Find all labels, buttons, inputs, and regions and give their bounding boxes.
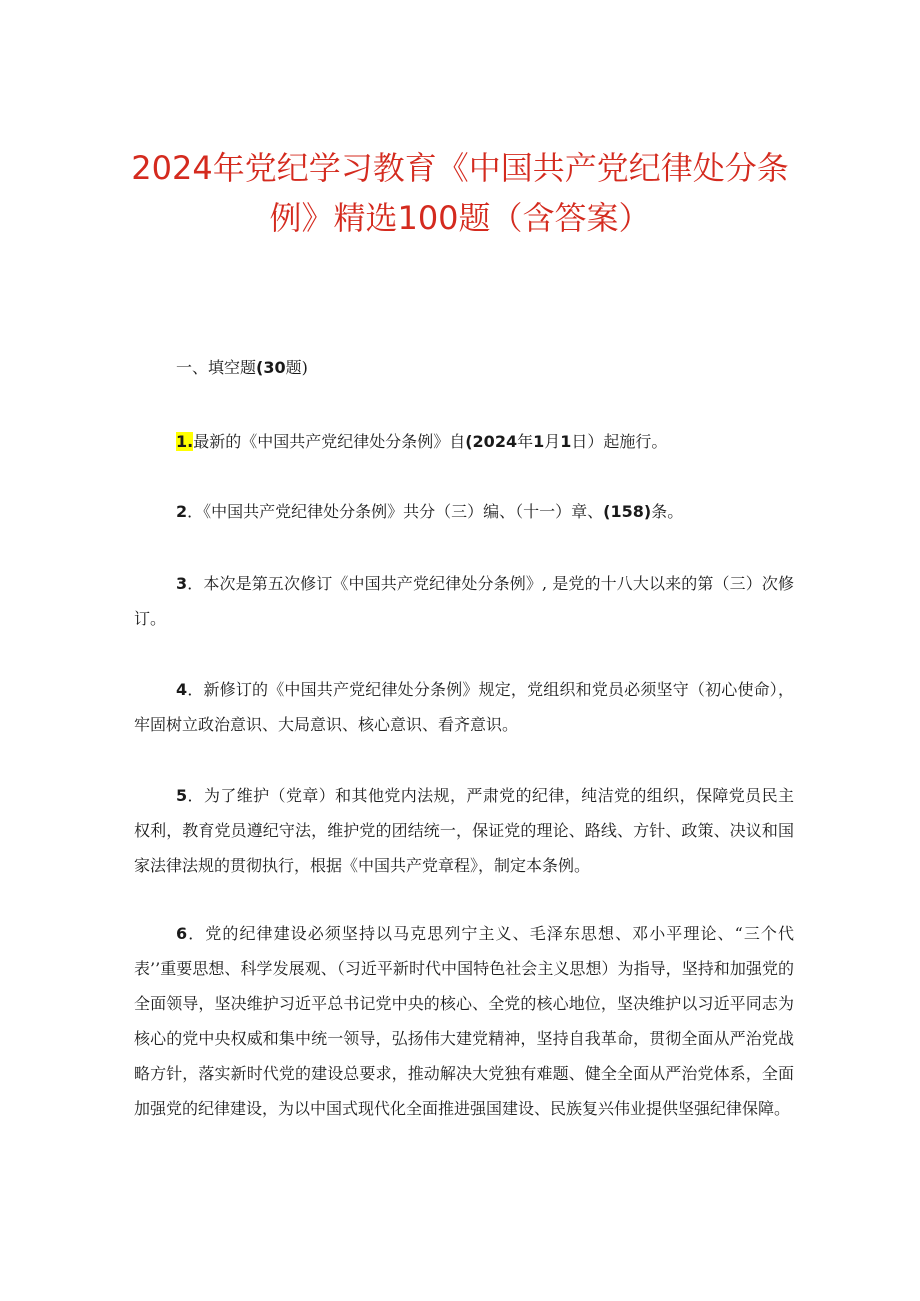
question-5	[134, 778, 794, 883]
question-text: 月	[544, 432, 561, 451]
answer-month: 1	[533, 432, 545, 451]
document-title-line-2: 例》精选100题（含答案）	[269, 199, 651, 237]
question-number: 4	[176, 680, 188, 699]
section-heading	[176, 356, 308, 380]
document-title-line-1: 2024年党纪学习教育《中国共产党纪律处分条	[131, 149, 789, 187]
question-text: 年	[517, 432, 534, 451]
question-6	[134, 916, 794, 1126]
question-number: 5	[176, 786, 188, 805]
question-text: ．《中国共产党纪律处分条例》共分（三）编、（十一）章、	[187, 502, 604, 521]
question-text: ．新修订的《中国共产党纪律处分条例》规定，党组织和党员必须坚守（初心使命），牢固树立政治意识、大局意识、核心意识、看齐意识。	[134, 680, 794, 734]
question-number: 3	[176, 574, 188, 593]
answer-article-count: (158)	[603, 502, 652, 521]
question-number: 1.	[176, 432, 194, 451]
question-text: 条。	[651, 502, 684, 521]
question-3	[134, 566, 794, 636]
question-text: ．为了维护（党章）和其他党内法规，严肃党的纪律，纯洁党的组织，保障党员民主权利，教育党员遵纪守法，维护党的团结统一，保证党的理论、路线、方针、政策、决议和国家法律法规的贯彻执行，根据《中国共产党章程》，制定本条例。	[134, 786, 794, 875]
question-text: ．本次是第五次修订《中国共产党纪律处分条例》, 是党的十八大以来的第（三）次修订。	[134, 574, 794, 628]
answer-year: (2024	[465, 432, 518, 451]
question-2	[134, 494, 794, 529]
question-1	[134, 424, 794, 459]
section-heading-prefix: 一、填空题	[176, 358, 257, 377]
question-text: 最新的《中国共产党纪律处分条例》自	[193, 432, 466, 451]
question-text: 日）起施行。	[571, 432, 668, 451]
question-text: ．党的纪律建设必须坚持以马克思列宁主义、毛泽东思想、邓小平理论、“三个代表’’重要思想、科学发展观、（习近平新时代中国特色社会主义思想）为指导，坚持和加强党的全面领导，坚决维护习近平总书记党中央的核心、全党的核心地位，坚决维护以习近平同志为核心的党中央权威和集中统一领导，弘扬伟大建党精神，坚持自我革命，贯彻全面从严治党战略方针，落实新时代党的建设总要求，推动解决大党独有难题、健全全面从严治党体系，全面加强党的纪律建设，为以中国式现代化全面推进强国建设、民族复兴伟业提供坚强纪律保障。	[134, 924, 794, 1118]
section-heading-suffix: 题)	[285, 358, 308, 377]
question-number: 2	[176, 502, 188, 521]
section-heading-count: (30	[256, 358, 286, 377]
question-number: 6	[176, 924, 188, 943]
question-4	[134, 672, 794, 742]
answer-day: 1	[560, 432, 572, 451]
